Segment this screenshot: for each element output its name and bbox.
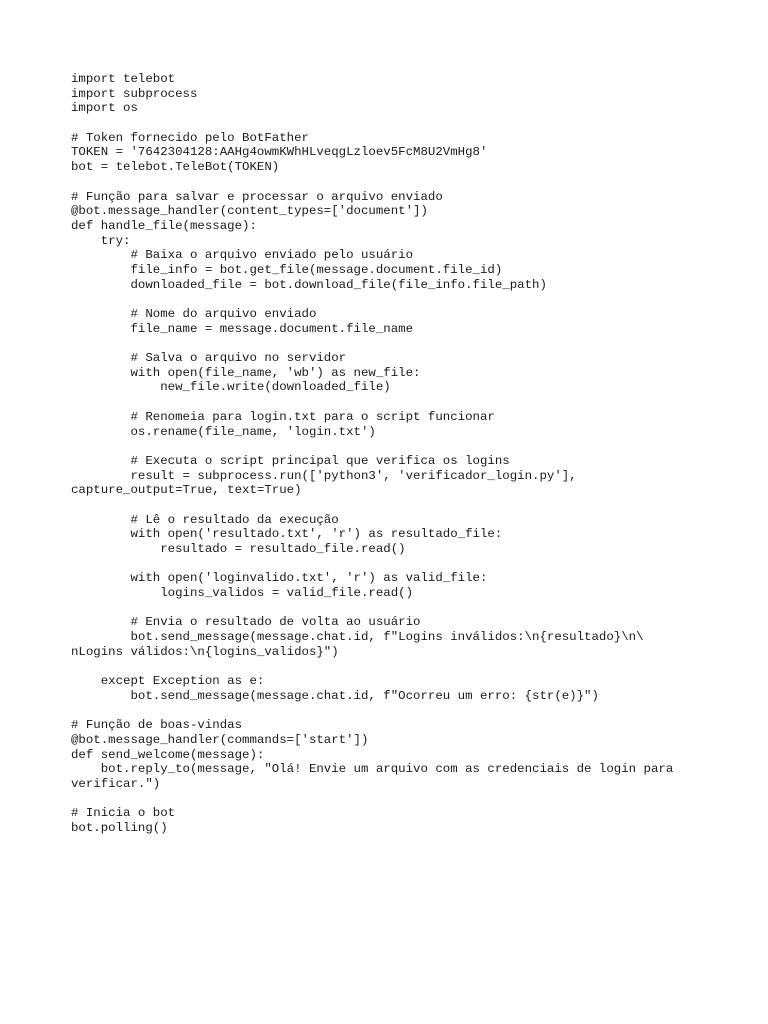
code-line: file_name = message.document.file_name [71,321,414,336]
code-line: with open(file_name, 'wb') as new_file: [71,365,421,380]
code-line: @bot.message_handler(commands=['start']) [71,732,369,747]
code-line: with open('loginvalido.txt', 'r') as valid_file: [71,571,488,586]
code-line: bot = telebot.TeleBot(TOKEN) [71,160,280,175]
code-line: # Nome do arquivo enviado [71,307,317,321]
code-line: # Salva o arquivo no servidor [71,351,347,366]
code-line: bot.send_message(message.chat.id, f"Ocorreu um erro: {str(e)}") [71,688,599,703]
code-line: import os [71,101,138,116]
code-line: os.rename(file_name, 'login.txt') [71,424,376,439]
code-line: with open('resultado.txt', 'r') as resultado_file: [71,527,503,542]
code-line: # Baixa o arquivo enviado pelo usuário [71,248,414,263]
code-line: except Exception as e: [71,674,265,689]
code-line: # Renomeia para login.txt para o script funcionar [71,409,495,424]
code-line [71,395,751,410]
code-line: result = subprocess.run(['python3', 'verificador_login.py'], [71,468,577,483]
code-line: # Executa o script principal que verifica os logins [71,453,510,468]
code-line: import telebot [71,72,176,86]
code-line [71,601,751,616]
code-listing [71,72,751,836]
code-line: bot.polling() [71,821,168,836]
code-line: try: [71,233,131,248]
code-line: # Função para salvar e processar o arquivo enviado [71,189,443,204]
code-line: def handle_file(message): [71,218,257,233]
code-line: logins_validos = valid_file.read() [71,586,414,601]
code-line: verificar.") [71,777,161,791]
code-line: bot.reply_to(message, "Olá! Envie um arquivo com as credenciais de login para [71,762,674,777]
code-line: @bot.message_handler(content_types=['document']) [71,204,428,219]
code-line [71,704,751,719]
code-line [71,498,751,513]
code-line: # Token fornecido pelo BotFather [71,130,309,145]
code-line [71,292,751,307]
code-line: # Função de boas-vindas [71,718,243,733]
code-line [71,557,751,572]
code-line: def send_welcome(message): [71,747,265,762]
code-line [71,336,751,351]
code-line: # Inicia o bot [71,806,176,821]
code-line [71,175,751,190]
code-line: downloaded_file = bot.download_file(file_info.file_path) [71,277,547,292]
code-line: resultado = resultado_file.read() [71,542,406,556]
code-line: bot.send_message(message.chat.id, f"Logins inválidos:\n{resultado}\n\ [71,630,644,645]
code-line [71,116,751,131]
code-line [71,439,751,454]
code-line: nLogins válidos:\n{logins_validos}") [71,644,339,659]
code-line: # Lê o resultado da execução [71,512,339,527]
code-line: capture_output=True, text=True) [71,483,302,498]
code-line: # Envia o resultado de volta ao usuário [71,615,421,630]
code-line [71,660,751,675]
code-line: file_info = bot.get_file(message.document.file_id) [71,262,503,277]
code-line: import subprocess [71,86,198,101]
code-line: TOKEN = '7642304128:AAHg4owmKWhHLveqgLzloev5FcM8U2VmHg8' [71,145,488,160]
code-line: new_file.write(downloaded_file) [71,380,391,395]
code-line [71,792,751,807]
